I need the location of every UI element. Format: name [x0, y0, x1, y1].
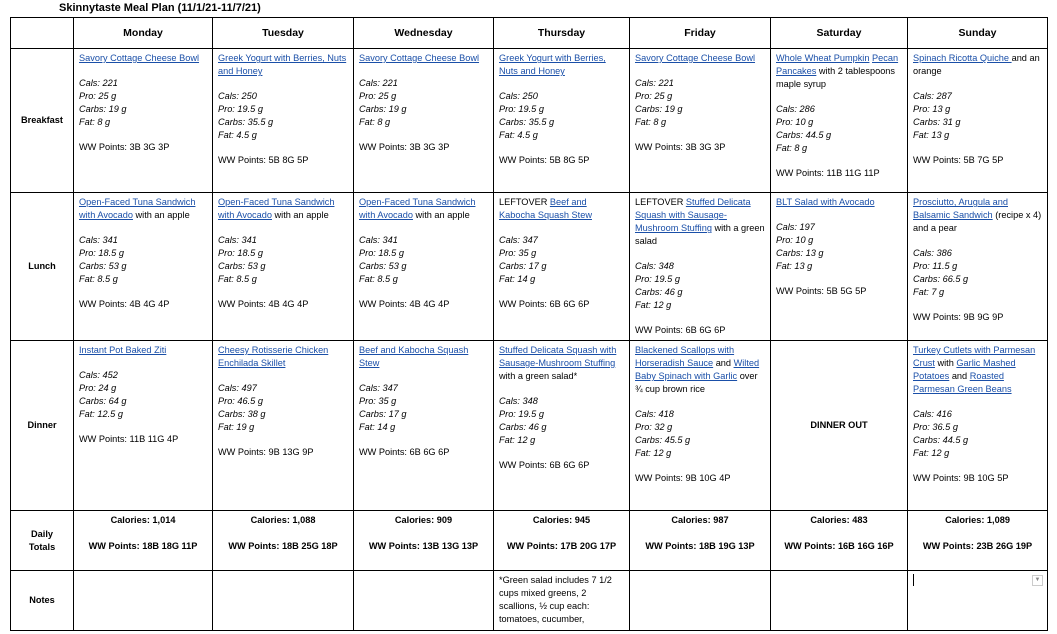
- ww-points: WW Points: 4B 4G 4P: [359, 299, 450, 309]
- nutrition-fat: Fat: 12 g: [499, 435, 536, 445]
- meal-description: [218, 344, 348, 370]
- nutrition-facts: [79, 77, 207, 129]
- ww-points: WW Points: 9B 10G 4P: [635, 473, 731, 483]
- nutrition-cals: Cals: 221: [635, 78, 674, 88]
- ww-points: WW Points: 11B 11G 4P: [79, 434, 179, 444]
- dinner-cell[interactable]: [771, 341, 908, 511]
- nutrition-carbs: Carbs: 31 g: [913, 117, 961, 127]
- lunch-cell[interactable]: [630, 193, 771, 341]
- ww-points: WW Points: 5B 5G 5P: [776, 286, 867, 296]
- recipe-link[interactable]: Open-Faced Tuna Sandwich with Avocado: [218, 197, 335, 220]
- nutrition-pro: Pro: 25 g: [359, 91, 397, 101]
- nutrition-pro: Pro: 36.5 g: [913, 422, 958, 432]
- row-label-daily-totals: [11, 511, 74, 571]
- nutrition-cals: Cals: 221: [79, 78, 118, 88]
- dinner-cell[interactable]: [74, 341, 213, 511]
- dinner-cell[interactable]: [494, 341, 630, 511]
- row-label-notes: Notes: [11, 571, 74, 631]
- breakfast-cell[interactable]: [354, 49, 494, 193]
- recipe-link[interactable]: Turkey Cutlets with Parmesan Crust: [913, 345, 1036, 368]
- nutrition-fat: Fat: 13 g: [776, 261, 813, 271]
- nutrition-pro: Pro: 25 g: [635, 91, 673, 101]
- nutrition-carbs: Carbs: 19 g: [635, 104, 683, 114]
- nutrition-fat: Fat: 13 g: [913, 130, 950, 140]
- recipe-link[interactable]: Savory Cottage Cheese Bowl: [359, 53, 480, 63]
- meal-description: [79, 196, 207, 222]
- recipe-link[interactable]: Greek Yogurt with Berries, Nuts and Honey: [499, 53, 606, 76]
- nutrition-carbs: Carbs: 53 g: [218, 261, 266, 271]
- lunch-cell[interactable]: [494, 193, 630, 341]
- recipe-link[interactable]: Wilted Baby Spinach with Garlic: [635, 358, 760, 381]
- nutrition-facts: [776, 103, 902, 155]
- recipe-link[interactable]: Cheesy Rotisserie Chicken Enchilada Skillet: [218, 345, 329, 368]
- recipe-link[interactable]: Open-Faced Tuna Sandwich with Avocado: [79, 197, 196, 220]
- nutrition-facts: [635, 77, 765, 129]
- recipe-link[interactable]: Prosciutto, Arugula and Balsamic Sandwich: [913, 197, 1008, 220]
- nutrition-fat: Fat: 8 g: [776, 143, 808, 153]
- nutrition-pro: Pro: 19.5 g: [499, 104, 544, 114]
- ww-points: WW Points: 6B 6G 6P: [635, 325, 726, 335]
- meal-note-text: with an apple: [132, 210, 190, 220]
- nutrition-pro: Pro: 32 g: [635, 422, 673, 432]
- daily-ww-points: WW Points: 16B 16G 16P: [784, 541, 894, 551]
- nutrition-facts: [79, 234, 207, 286]
- row-label-breakfast: Breakfast: [11, 49, 74, 193]
- nutrition-facts: [218, 382, 348, 434]
- nutrition-fat: Fat: 8.5 g: [79, 274, 118, 284]
- ww-points: WW Points: 5B 8G 5P: [499, 155, 590, 165]
- ww-points: WW Points: 9B 9G 9P: [913, 312, 1004, 322]
- meal-note-text: LEFTOVER: [499, 197, 550, 207]
- nutrition-fat: Fat: 12.5 g: [79, 409, 123, 419]
- nutrition-carbs: Carbs: 19 g: [359, 104, 407, 114]
- meal-description: [359, 196, 488, 222]
- meal-description: [913, 344, 1042, 396]
- day-header-row: [11, 18, 1048, 49]
- meal-description: [499, 52, 624, 78]
- daily-ww-points: WW Points: 13B 13G 13P: [368, 541, 479, 551]
- daily-total-cell[interactable]: [771, 511, 908, 571]
- meal-description: [218, 196, 348, 222]
- daily-calories: Calories: 945: [532, 515, 591, 525]
- lunch-cell[interactable]: [771, 193, 908, 341]
- daily-calories: Calories: 909: [394, 515, 453, 525]
- meal-note-text: with 2 tablespoons maple syrup: [776, 66, 896, 89]
- nutrition-cals: Cals: 197: [776, 222, 815, 232]
- nutrition-fat: Fat: 7 g: [913, 287, 945, 297]
- breakfast-cell[interactable]: [213, 49, 354, 193]
- meal-description: [776, 196, 902, 209]
- nutrition-facts: [218, 234, 348, 286]
- meal-note-text: LEFTOVER: [635, 197, 686, 207]
- meal-description: [635, 344, 765, 396]
- daily-calories: Calories: 1,014: [110, 515, 176, 525]
- nutrition-facts: [776, 221, 902, 273]
- daily-totals-row: [11, 511, 1048, 571]
- dinner-out-label: DINNER OUT: [810, 420, 868, 430]
- nutrition-fat: Fat: 14 g: [499, 274, 536, 284]
- nutrition-carbs: Carbs: 53 g: [79, 261, 127, 271]
- nutrition-carbs: Carbs: 53 g: [359, 261, 407, 271]
- nutrition-cals: Cals: 348: [499, 396, 538, 406]
- dinner-cell[interactable]: [354, 341, 494, 511]
- recipe-link[interactable]: BLT Salad with Avocado: [776, 197, 875, 207]
- breakfast-row: [11, 49, 1048, 193]
- dinner-row: [11, 341, 1048, 511]
- daily-ww-points: WW Points: 18B 19G 13P: [645, 541, 755, 551]
- recipe-link[interactable]: Spinach Ricotta Quiche: [913, 53, 1012, 63]
- row-label-lunch: Lunch: [11, 193, 74, 341]
- meal-note-text: with a green salad: [635, 223, 765, 246]
- text-cursor: [913, 574, 914, 586]
- nutrition-pro: Pro: 19.5 g: [218, 104, 263, 114]
- daily-ww-points: WW Points: 18B 18G 11P: [88, 541, 198, 551]
- breakfast-cell[interactable]: [74, 49, 213, 193]
- cell-dropdown-icon[interactable]: ▼: [1032, 575, 1043, 586]
- nutrition-facts: [913, 408, 1042, 460]
- recipe-link[interactable]: Pecan Pancakes: [776, 53, 899, 76]
- nutrition-fat: Fat: 8.5 g: [359, 274, 398, 284]
- nutrition-cals: Cals: 347: [359, 383, 398, 393]
- nutrition-pro: Pro: 19.5 g: [635, 274, 680, 284]
- meal-note-text: and an orange: [913, 53, 1040, 76]
- day-header: Wednesday: [354, 18, 494, 49]
- nutrition-pro: Pro: 35 g: [499, 248, 537, 258]
- nutrition-fat: Fat: 14 g: [359, 422, 396, 432]
- nutrition-fat: Fat: 12 g: [635, 300, 672, 310]
- nutrition-cals: Cals: 497: [218, 383, 257, 393]
- nutrition-fat: Fat: 4.5 g: [499, 130, 538, 140]
- lunch-cell[interactable]: [908, 193, 1048, 341]
- nutrition-pro: Pro: 24 g: [79, 383, 117, 393]
- meal-description: [913, 196, 1042, 235]
- daily-total-cell[interactable]: [213, 511, 354, 571]
- meal-note-text: with a green salad*: [499, 371, 578, 381]
- day-header: Friday: [630, 18, 771, 49]
- ww-points: WW Points: 5B 8G 5P: [218, 155, 309, 165]
- row-label-totals: Totals: [28, 541, 56, 552]
- daily-calories: Calories: 987: [671, 515, 729, 525]
- notes-cell[interactable]: [213, 571, 354, 631]
- nutrition-facts: [635, 260, 765, 312]
- recipe-link[interactable]: Stuffed Delicata Squash with Sausage-Mushroom Stuffing: [499, 345, 617, 368]
- nutrition-cals: Cals: 418: [635, 409, 674, 419]
- meal-description: [79, 344, 207, 357]
- day-header: Saturday: [771, 18, 908, 49]
- daily-calories: Calories: 1,089: [945, 515, 1010, 525]
- nutrition-carbs: Carbs: 44.5 g: [776, 130, 832, 140]
- meal-note-text: and: [949, 371, 970, 381]
- recipe-link[interactable]: Beef and Kabocha Squash Stew: [499, 197, 592, 220]
- row-label-daily: Daily: [31, 528, 53, 539]
- daily-ww-points: WW Points: 17B 20G 17P: [506, 541, 617, 551]
- day-header: Sunday: [908, 18, 1048, 49]
- recipe-link[interactable]: Greek Yogurt with Berries, Nuts and Honey: [218, 53, 347, 76]
- nutrition-facts: [79, 369, 207, 421]
- nutrition-facts: [359, 382, 488, 434]
- notes-cell[interactable]: [74, 571, 213, 631]
- nutrition-pro: Pro: 19.5 g: [499, 409, 544, 419]
- nutrition-carbs: Carbs: 64 g: [79, 396, 127, 406]
- nutrition-cals: Cals: 341: [79, 235, 118, 245]
- nutrition-pro: Pro: 11.5 g: [913, 261, 958, 271]
- nutrition-fat: Fat: 8 g: [79, 117, 111, 127]
- ww-points: WW Points: 4B 4G 4P: [218, 299, 309, 309]
- lunch-cell[interactable]: [74, 193, 213, 341]
- nutrition-facts: [359, 234, 488, 286]
- meal-note-text: and: [713, 358, 734, 368]
- ww-points: WW Points: 3B 3G 3P: [359, 142, 450, 152]
- notes-row: [11, 571, 1048, 631]
- meal-description: [499, 196, 624, 222]
- nutrition-carbs: Carbs: 35.5 g: [218, 117, 274, 127]
- nutrition-pro: Pro: 10 g: [776, 235, 814, 245]
- nutrition-facts: [913, 247, 1042, 299]
- daily-ww-points: WW Points: 18B 25G 18P: [228, 541, 338, 551]
- breakfast-cell[interactable]: [630, 49, 771, 193]
- recipe-link[interactable]: Roasted Parmesan Green Beans: [913, 371, 1012, 394]
- nutrition-cals: Cals: 341: [359, 235, 398, 245]
- meal-description: [635, 52, 765, 65]
- nutrition-pro: Pro: 46.5 g: [218, 396, 263, 406]
- ww-points: WW Points: 3B 3G 3P: [79, 142, 170, 152]
- nutrition-cals: Cals: 348: [635, 261, 674, 271]
- notes-cell[interactable]: [908, 571, 1048, 631]
- daily-total-cell[interactable]: [74, 511, 213, 571]
- document-title: Skinnytaste Meal Plan (11/1/21-11/7/21): [59, 2, 261, 14]
- recipe-link[interactable]: Garlic Mashed Potatoes: [913, 358, 1016, 381]
- nutrition-cals: Cals: 221: [359, 78, 398, 88]
- day-header: Thursday: [494, 18, 630, 49]
- nutrition-fat: Fat: 12 g: [635, 448, 672, 458]
- nutrition-pro: Pro: 35 g: [359, 396, 397, 406]
- ww-points: WW Points: 11B 11G 11P: [776, 168, 880, 178]
- nutrition-facts: [499, 395, 624, 447]
- nutrition-pro: Pro: 25 g: [79, 91, 117, 101]
- nutrition-pro: Pro: 18.5 g: [79, 248, 124, 258]
- nutrition-cals: Cals: 286: [776, 104, 815, 114]
- notes-cell[interactable]: [771, 571, 908, 631]
- nutrition-carbs: Carbs: 38 g: [218, 409, 266, 419]
- notes-cell[interactable]: [494, 571, 630, 631]
- nutrition-cals: Cals: 341: [218, 235, 257, 245]
- nutrition-fat: Fat: 8 g: [635, 117, 667, 127]
- meal-description: [776, 52, 902, 91]
- nutrition-cals: Cals: 416: [913, 409, 952, 419]
- nutrition-facts: [218, 90, 348, 142]
- meal-description: [359, 344, 488, 370]
- nutrition-facts: [499, 234, 624, 286]
- ww-points: WW Points: 6B 6G 6P: [499, 460, 590, 470]
- nutrition-facts: [359, 77, 488, 129]
- breakfast-cell[interactable]: [494, 49, 630, 193]
- ww-points: WW Points: 9B 10G 5P: [913, 473, 1009, 483]
- meal-description: [913, 52, 1042, 78]
- nutrition-cals: Cals: 347: [499, 235, 538, 245]
- meal-note-text: (recipe x 4) and a pear: [913, 210, 1042, 233]
- daily-total-cell[interactable]: [908, 511, 1048, 571]
- nutrition-cals: Cals: 386: [913, 248, 952, 258]
- day-header: Tuesday: [213, 18, 354, 49]
- nutrition-cals: Cals: 287: [913, 91, 952, 101]
- notes-cell[interactable]: [630, 571, 771, 631]
- nutrition-facts: [635, 408, 765, 460]
- nutrition-fat: Fat: 19 g: [218, 422, 255, 432]
- nutrition-cals: Cals: 250: [218, 91, 257, 101]
- meal-description: [79, 52, 207, 65]
- dinner-cell[interactable]: [908, 341, 1048, 511]
- meal-description: [499, 344, 624, 383]
- daily-calories: Calories: 483: [810, 515, 868, 525]
- dinner-cell[interactable]: [630, 341, 771, 511]
- notes-cell[interactable]: [354, 571, 494, 631]
- nutrition-carbs: Carbs: 44.5 g: [913, 435, 969, 445]
- recipe-link[interactable]: Savory Cottage Cheese Bowl: [79, 53, 200, 63]
- daily-total-cell[interactable]: [494, 511, 630, 571]
- meal-description: [218, 52, 348, 78]
- recipe-link[interactable]: Savory Cottage Cheese Bowl: [635, 53, 756, 63]
- lunch-cell[interactable]: [213, 193, 354, 341]
- recipe-link[interactable]: Whole Wheat Pumpkin: [776, 53, 870, 63]
- corner-cell: [11, 18, 74, 49]
- nutrition-facts: [913, 90, 1042, 142]
- nutrition-carbs: Carbs: 46 g: [635, 287, 683, 297]
- nutrition-carbs: Carbs: 17 g: [499, 261, 547, 271]
- daily-calories: Calories: 1,088: [250, 515, 316, 525]
- nutrition-fat: Fat: 12 g: [913, 448, 950, 458]
- nutrition-pro: Pro: 10 g: [776, 117, 814, 127]
- meal-note-text: with: [934, 358, 957, 368]
- nutrition-pro: Pro: 13 g: [913, 104, 951, 114]
- ww-points: WW Points: 3B 3G 3P: [635, 142, 726, 152]
- row-label-dinner: Dinner: [11, 341, 74, 511]
- nutrition-pro: Pro: 18.5 g: [218, 248, 263, 258]
- recipe-link[interactable]: Stuffed Delicata Squash with Sausage-Mushroom Stuffing: [635, 197, 751, 233]
- nutrition-carbs: Carbs: 35.5 g: [499, 117, 555, 127]
- lunch-cell[interactable]: [354, 193, 494, 341]
- meal-note-text: over ¾ cup brown rice: [635, 371, 758, 394]
- breakfast-cell[interactable]: [771, 49, 908, 193]
- lunch-row: [11, 193, 1048, 341]
- recipe-link[interactable]: Blackened Scallops with Horseradish Sauce: [635, 345, 735, 368]
- nutrition-carbs: Carbs: 13 g: [776, 248, 824, 258]
- breakfast-cell[interactable]: [908, 49, 1048, 193]
- meal-note-text: with an apple: [271, 210, 329, 220]
- nutrition-cals: Cals: 250: [499, 91, 538, 101]
- ww-points: WW Points: 5B 7G 5P: [913, 155, 1004, 165]
- nutrition-carbs: Carbs: 17 g: [359, 409, 407, 419]
- daily-total-cell[interactable]: [354, 511, 494, 571]
- ww-points: WW Points: 6B 6G 6P: [359, 447, 450, 457]
- meal-note-text: with an apple: [412, 210, 470, 220]
- note-text: *Green salad includes 7 1/2 cups mixed greens, 2 scallions, ½ cup each: tomatoes, cucumber,: [499, 575, 612, 624]
- nutrition-facts: [499, 90, 624, 142]
- nutrition-carbs: Carbs: 19 g: [79, 104, 127, 114]
- daily-total-cell[interactable]: [630, 511, 771, 571]
- recipe-link[interactable]: Instant Pot Baked Ziti: [79, 345, 167, 355]
- nutrition-fat: Fat: 8 g: [359, 117, 391, 127]
- dinner-cell[interactable]: [213, 341, 354, 511]
- daily-ww-points: WW Points: 23B 26G 19P: [922, 541, 1033, 551]
- ww-points: WW Points: 9B 13G 9P: [218, 447, 314, 457]
- meal-plan-table: [10, 17, 1048, 631]
- meal-description: [359, 52, 488, 65]
- meal-description: [635, 196, 765, 248]
- day-header: Monday: [74, 18, 213, 49]
- nutrition-carbs: Carbs: 66.5 g: [913, 274, 969, 284]
- nutrition-fat: Fat: 4.5 g: [218, 130, 257, 140]
- ww-points: WW Points: 4B 4G 4P: [79, 299, 170, 309]
- nutrition-fat: Fat: 8.5 g: [218, 274, 257, 284]
- nutrition-cals: Cals: 452: [79, 370, 118, 380]
- nutrition-pro: Pro: 18.5 g: [359, 248, 404, 258]
- recipe-link[interactable]: Beef and Kabocha Squash Stew: [359, 345, 469, 368]
- recipe-link[interactable]: Open-Faced Tuna Sandwich with Avocado: [359, 197, 476, 220]
- nutrition-carbs: Carbs: 46 g: [499, 422, 547, 432]
- nutrition-carbs: Carbs: 45.5 g: [635, 435, 691, 445]
- ww-points: WW Points: 6B 6G 6P: [499, 299, 590, 309]
